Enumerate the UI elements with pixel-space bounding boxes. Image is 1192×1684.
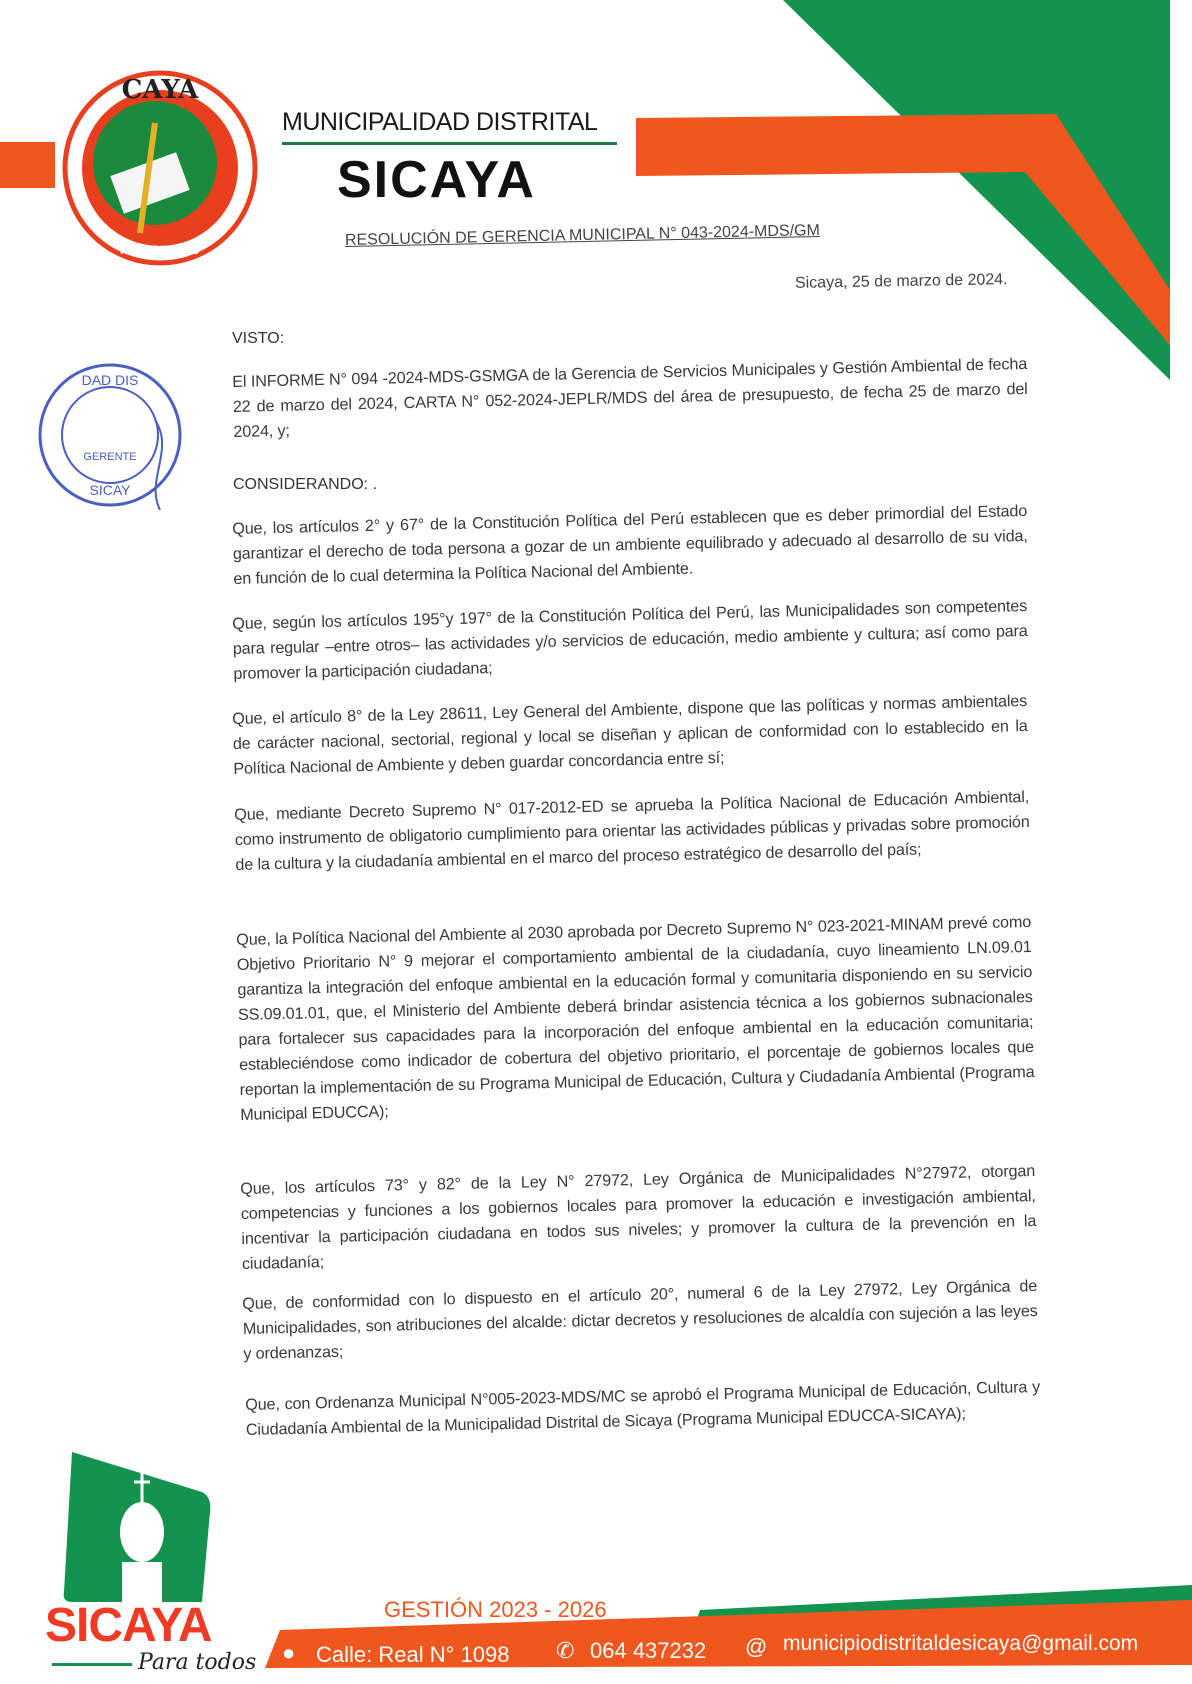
considerando-paragraph: Que, la Política Nacional del Ambiente al 2030 aprobada por Decreto Supremo N° 023-2021-MINAM prevé como Objetivo Prioritario N° 9 mejorar el comportamiento ambiental de la ciudadanía, cuyo lineamiento LN.09.01 garantiza la integración del enfoque ambiental en la educación formal y comunitaria disponiendo en su servicio SS.09.01.01, que, el Ministerio del Ambiente deberá brindar asistencia técnica a los gobiernos subnacionales para fortalecer sus capacidades para la incorporación del enfoque ambiental en la educación comunitaria; estableciéndose como indicador de cobertura del objetivo prioritario, el porcentaje de gobiernos locales que reportan la implementación de su Programa Municipal de Educación, Cultura y Ciudadanía Ambiental (Programa Municipal EDUCCA); <box>236 912 1035 1124</box>
visto-text: El INFORME N° 094 -2024-MDS-GSMGA de la Gerencia de Servicios Municipales y Gestión Ambiental de fecha 22 de marzo del 2024, CARTA N° 052-2024-JEPLR/MDS del área de presupuesto, de fecha 25 de marzo del 2024, y; <box>232 354 1028 441</box>
gestion-period: GESTIÓN 2023 - 2026 <box>384 1597 607 1622</box>
institution-title: SICAYA <box>337 151 536 209</box>
footer-brand: SICAYA <box>45 1599 212 1652</box>
header-divider <box>282 142 617 145</box>
considerando-paragraph: Que, según los artículos 195°y 197° de la Constitución Política del Perú, las Municipalidades son competentes para regular –entre otros– las actividades y/o servicios de educación, medio ambiente y cultura; así como para promover la participación ciudadana; <box>232 596 1028 683</box>
considerando-paragraph: Que, el artículo 8° de la Ley 28611, Ley General del Ambiente, dispone que las políticas y normas ambientales de carácter nacional, sectorial, regional y local se diseñan y aplican de conformidad con lo establecido en la Política Nacional de Ambiente y deben guardar concordancia entre sí; <box>232 691 1028 778</box>
svg-text:SICAY: SICAY <box>89 482 131 498</box>
phone-icon: ✆ <box>556 1638 575 1663</box>
brand-underline <box>52 1663 132 1666</box>
considerando-paragraph: Que, con Ordenanza Municipal N°005-2023-MDS/MC se aprobó el Programa Municipal de Educación, Cultura y Ciudadanía Ambiental de la Municipalidad Distrital de Sicaya (Programa Municipal EDUCCA-SICAYA); <box>245 1377 1041 1439</box>
footer-phone: 064 437232 <box>590 1638 707 1663</box>
svg-text:CAYA: CAYA <box>121 75 199 105</box>
svg-text:GERENTE: GERENTE <box>83 451 137 463</box>
svg-text:PRODUCTIVO: PRODUCTIVO <box>119 243 201 257</box>
considerando-paragraph: Que, los artículos 73° y 82° de la Ley N° 27972, Ley Orgánica de Municipalidades N°27972, otorgan competencias y funciones a los gobiernos locales para promover la educación e investigación ambiental, incentivar la participación ciudadana en todos sus niveles; y promover la cultura de la prevención en la ciudadanía; <box>240 1161 1037 1273</box>
place-date: Sicaya, 25 de marzo de 2024. <box>794 271 1008 292</box>
footer-address: Calle: Real N° 1098 <box>316 1642 510 1667</box>
footer-email[interactable]: municipiodistritaldesicaya@gmail.com <box>783 1632 1139 1655</box>
footer-tagline: Para todos <box>138 1650 257 1675</box>
considerando-paragraph: Que, mediante Decreto Supremo N° 017-2012-ED se aprueba la Política Nacional de Educación Ambiental, como instrumento de obligatorio cumplimiento para orientar las actividades públicas y privadas sobre promoción de la cultura y la ciudadanía ambiental en el marco del proceso estratégico de desarrollo del país; <box>234 787 1030 874</box>
official-stamp <box>35 360 185 510</box>
church-logo <box>62 1452 222 1602</box>
municipal-seal-logo <box>60 68 260 268</box>
location-pin-icon: ● <box>282 1640 296 1665</box>
considerando-paragraph: Que, los artículos 2° y 67° de la Constitución Política del Perú establecen que es deber primordial del Estado garantizar el derecho de toda persona a gozar de un ambiente equilibrado y adecuado al desarrollo de su vida, en función de lo cual determina la Política Nacional del Ambiente. <box>232 501 1028 588</box>
email-at-icon: @ <box>745 1634 768 1659</box>
considerando-paragraph: Que, de conformidad con lo dispuesto en el artículo 20°, numeral 6 de la Ley 27972, Ley Orgánica de Municipalidades, son atribuciones del alcalde: dictar decretos y resoluciones de alcaldía con sujeción a las leyes y ordenanzas; <box>242 1276 1038 1363</box>
resolution-title: RESOLUCIÓN DE GERENCIA MUNICIPAL N° 043-2024-MDS/GM <box>344 222 821 249</box>
institution-name: MUNICIPALIDAD DISTRITAL <box>282 108 598 136</box>
considerando-label: CONSIDERANDO: . <box>233 476 378 493</box>
svg-text:DAD DIS: DAD DIS <box>81 372 139 388</box>
visto-label: VISTO: <box>232 330 285 347</box>
